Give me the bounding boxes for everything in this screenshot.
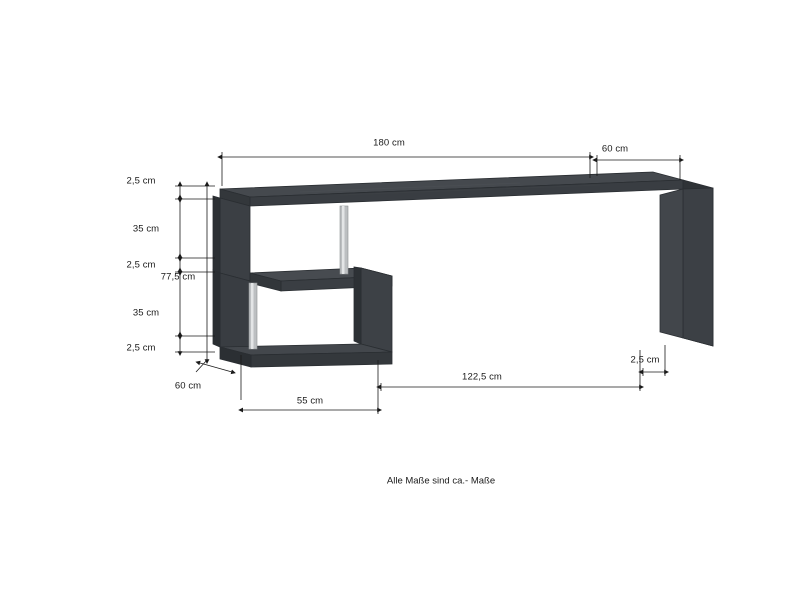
desk-right-leg-face <box>660 189 683 338</box>
dim-label-total-height: 77,5 cm <box>160 271 196 283</box>
dim-label-width-top: 180 cm <box>373 137 405 149</box>
desk-left-panel-lower-front <box>220 273 250 355</box>
desk-left-panel-lower-side <box>213 270 220 347</box>
dim-label-thickness-side: 2,5 cm <box>630 354 660 366</box>
support-pole-lower-highlight <box>251 283 254 349</box>
ext-depth-bottom-a <box>196 360 207 372</box>
desk-shelf-right-return-inner <box>354 267 361 344</box>
support-pole-upper-highlight <box>342 206 345 274</box>
desk-illustration <box>213 172 713 367</box>
desk-shelf-right-return <box>361 268 392 352</box>
dim-label-gap-lower: 35 cm <box>132 307 160 319</box>
dim-label-thickness-mid: 2,5 cm <box>126 259 156 271</box>
dim-label-thickness-top: 2,5 cm <box>126 175 156 187</box>
measurement-footnote: Alle Maße sind ca.- Maße <box>386 475 496 487</box>
dim-label-depth-top: 60 cm <box>601 143 629 155</box>
desk-left-panel-front <box>220 198 250 281</box>
dim-label-depth-bottom: 60 cm <box>174 380 202 392</box>
dim-label-shelf-width: 55 cm <box>296 395 324 407</box>
dim-label-span-width: 122,5 cm <box>462 371 502 383</box>
desk-right-leg-front <box>683 188 713 346</box>
desk-base-front <box>251 352 392 367</box>
dim-label-gap-upper: 35 cm <box>132 223 160 235</box>
desk-left-panel-side <box>213 196 220 273</box>
dim-line-depth-bottom <box>200 363 232 372</box>
dim-label-thickness-bottom: 2,5 cm <box>126 342 156 354</box>
